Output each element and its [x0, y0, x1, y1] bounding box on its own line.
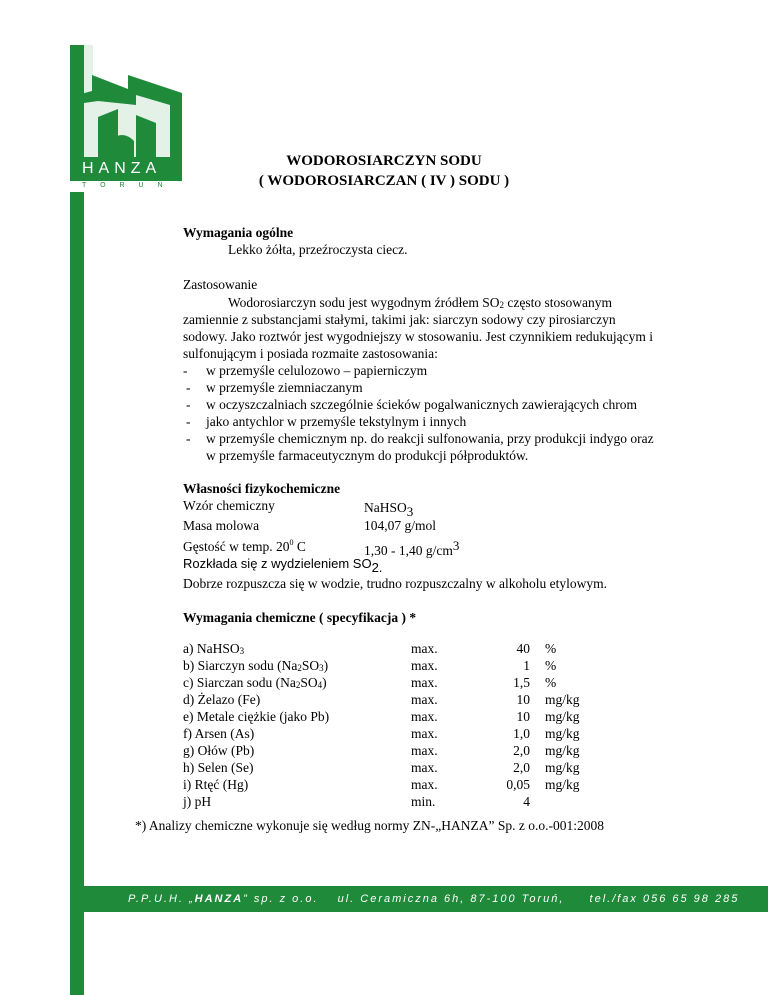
spec-row-unit: mg/kg — [545, 692, 580, 707]
formula-subscript: 2 — [297, 663, 302, 673]
spec-row-name — [183, 777, 248, 793]
spec-row-name-text: e) Metale ciężkie (jako Pb) — [183, 709, 330, 724]
usage-line-1b: często stosowanym — [504, 295, 612, 310]
spec-row-limit: max. — [411, 709, 438, 724]
spec-row-unit: % — [545, 675, 557, 690]
so2-subscript: 2. — [371, 560, 383, 575]
spec-row-value: 4 — [523, 794, 530, 809]
cubic-superscript: 3 — [452, 538, 460, 553]
spec-row-value: 1,5 — [513, 675, 530, 690]
spec-row-unit: mg/kg — [545, 709, 580, 724]
degree-superscript: 0 — [289, 538, 294, 547]
so2-subscript: 2 — [499, 300, 504, 310]
formula-value — [364, 500, 413, 520]
spec-row-value: 10 — [516, 692, 530, 707]
mass-label: Masa molowa — [183, 518, 260, 533]
spec-row-name — [183, 675, 327, 691]
spec-note: *) Analizy chemiczne wykonuje się według normy ZN-„HANZA” Sp. z o.o.-001:2008 — [135, 818, 605, 833]
usage-line-4: sulfonującym i posiada rozmaite zastosowania: — [183, 346, 438, 361]
mass-value: 104,07 g/mol — [364, 518, 437, 533]
spec-row-value: 0,05 — [506, 777, 530, 792]
bullet-item-continued: w przemyśle farmaceutycznym do produkcji półproduktów. — [206, 448, 529, 463]
spec-row-name — [183, 794, 211, 810]
formula-subscript: 4 — [317, 680, 323, 690]
general-heading: Wymagania ogólne — [183, 225, 294, 240]
density-label-text: Gęstość w temp. 20 — [183, 539, 290, 554]
page-subtitle: ( WODOROSIARCZAN ( IV ) SODU ) — [258, 173, 510, 189]
logo-name: HANZA — [82, 160, 162, 177]
general-text: Lekko żółta, przeźroczysta ciecz. — [228, 242, 408, 257]
spec-row-name — [183, 743, 254, 759]
spec-row-value: 2,0 — [513, 760, 530, 775]
usage-heading: Zastosowanie — [183, 277, 258, 292]
spec-row-name-text: g) Ołów (Pb) — [183, 743, 255, 758]
usage-line-2: zamiennie z substancjami stałymi, takimi jak: siarczyn sodowy czy pirosiarczyn — [183, 312, 616, 327]
footer-company-prefix: P.P.U.H. „ — [128, 893, 195, 905]
formula-text: NaHSO — [364, 500, 407, 515]
spec-row-name-text: a) NaHSO — [183, 641, 240, 656]
usage-line-1a: Wodorosiarczyn sodu jest wygodnym źródłem SO — [228, 295, 500, 310]
spec-row-name — [183, 641, 244, 657]
solubility-text: Dobrze rozpuszcza się w wodzie, trudno rozpuszczalny w alkoholu etylowym. — [183, 576, 607, 591]
spec-row-limit: max. — [411, 692, 438, 707]
spec-row-name-text: ) — [322, 675, 327, 690]
spec-row-limit: max. — [411, 743, 438, 758]
spec-row-name-text: i) Rtęć (Hg) — [183, 777, 249, 792]
spec-row-unit: mg/kg — [545, 760, 580, 775]
spec-row-limit: max. — [411, 777, 438, 792]
spec-row-unit: mg/kg — [545, 726, 580, 741]
decomposition-main: Rozkłada się z wydzieleniem SO — [183, 556, 372, 571]
bullet-item: w przemyśle ziemniaczanym — [206, 380, 363, 395]
spec-row-limit: max. — [411, 658, 438, 673]
footer-address: ul. Ceramiczna 6h, 87-100 Toruń, — [337, 893, 565, 905]
footer-band — [70, 886, 768, 912]
spec-row-value: 2,0 — [513, 743, 530, 758]
formula-subscript: 3 — [406, 504, 414, 519]
spec-heading: Wymagania chemiczne ( specyfikacja ) * — [183, 610, 417, 625]
spec-row-value: 10 — [516, 709, 530, 724]
spec-row-value: 1,0 — [513, 726, 530, 741]
decomposition-text — [183, 556, 382, 575]
spec-row-name-text: SO — [300, 675, 318, 690]
formula-subscript: 2 — [295, 680, 301, 690]
spec-row-name — [183, 692, 260, 708]
bullet-dash: - — [186, 380, 191, 395]
footer-phone: tel./fax 056 65 98 285 — [589, 893, 740, 905]
spec-row-unit: mg/kg — [545, 777, 580, 792]
spec-row-name — [183, 709, 329, 725]
density-label — [183, 538, 306, 555]
spec-row-name — [183, 726, 254, 742]
spec-row-unit: % — [545, 641, 557, 656]
spec-row-name-text: c) Siarczan sodu (Na — [183, 675, 296, 690]
formula-subscript: 3 — [239, 646, 245, 656]
spec-row-limit: max. — [411, 675, 438, 690]
logo-city: T O R U Ń — [82, 182, 169, 189]
spec-row-name-text: SO — [301, 658, 320, 673]
spec-row-name-text: j) pH — [183, 794, 212, 809]
spec-row-name-text: ) — [323, 658, 329, 673]
spec-row-name-text: h) Selen (Se) — [183, 760, 254, 775]
formula-label: Wzór chemiczny — [183, 498, 275, 513]
bullet-item: w przemyśle celulozowo – papierniczym — [206, 363, 428, 378]
usage-line-3: sodowy. Jako roztwór jest wygodniejszy w stosowaniu. Jest czynnikiem redukującym i — [183, 329, 654, 344]
page-title: WODOROSIARCZYN SODU — [286, 153, 482, 169]
spec-row-limit: max. — [411, 726, 438, 741]
spec-row-value: 40 — [516, 641, 530, 656]
footer-company — [128, 886, 319, 912]
spec-row-name-text: d) Żelazo (Fe) — [183, 692, 261, 707]
spec-row-name — [183, 658, 328, 674]
spec-row-name-text: b) Siarczyn sodu (Na — [183, 658, 298, 673]
density-label-unit: C — [293, 539, 306, 554]
spec-row-limit: max. — [411, 641, 438, 656]
spec-row-value: 1 — [523, 658, 530, 673]
properties-heading: Własności fizykochemiczne — [183, 481, 341, 496]
bullet-item: w przemyśle chemicznym np. do reakcji sulfonowania, przy produkcji indygo oraz — [206, 431, 654, 446]
bullet-dash: - — [186, 414, 191, 429]
bullet-item: jako antychlor w przemyśle tekstylnym i innych — [206, 414, 467, 429]
spec-row-limit: min. — [411, 794, 436, 809]
spec-row-limit: max. — [411, 760, 438, 775]
spec-row-unit: mg/kg — [545, 743, 580, 758]
formula-subscript: 3 — [319, 663, 324, 673]
spec-row-name-text: f) Arsen (As) — [183, 726, 255, 741]
bullet-dash: - — [186, 397, 191, 412]
density-value-text: 1,30 - 1,40 g/cm — [364, 543, 453, 558]
bullet-item: w oczyszczalniach szczególnie ścieków pogalwanicznych zawierających chrom — [206, 397, 638, 412]
spec-row-name — [183, 760, 253, 776]
footer-company-suffix: ” sp. z o.o. — [243, 893, 319, 905]
spec-row-unit: % — [545, 658, 557, 673]
bullet-dash: - — [183, 363, 188, 378]
bullet-dash: - — [186, 431, 191, 446]
footer-brand: HANZA — [194, 893, 244, 905]
